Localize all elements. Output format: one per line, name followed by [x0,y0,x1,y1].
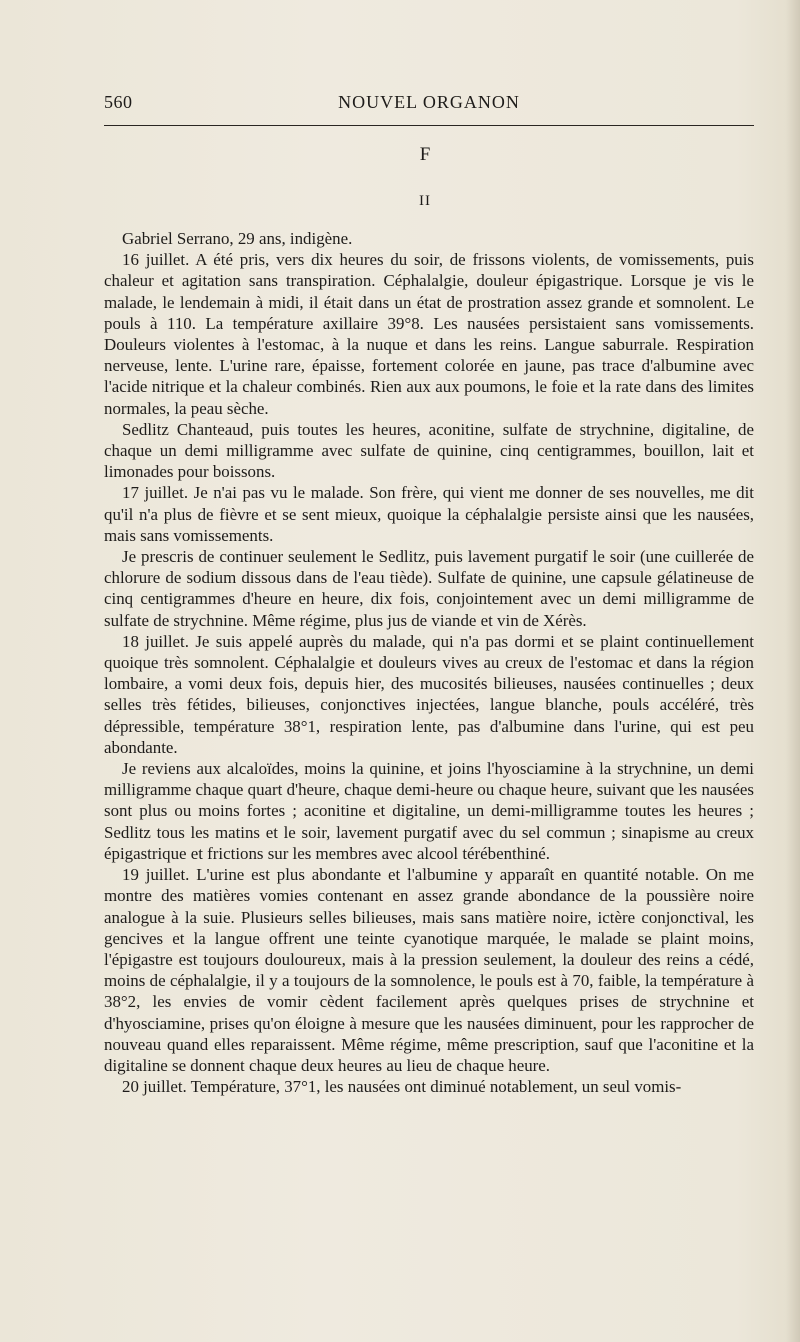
paragraph: 18 juillet. Je suis appelé auprès du malade, qui n'a pas dormi et se plaint continuellement quoique très somnolent. Céphalalgie et douleurs vives au creux de l'estomac et dans la région lombaire, a vomi deux fois, depuis hier, des mucosités bilieuses, nausées continuelles ; deux selles très fétides, bilieuses, conjonctives injectées, langue blanche, pouls accéléré, très dépressible, température 38°1, respiration lente, pas d'albumine dans l'urine, qui est peu abondante. [104,631,754,757]
paragraph: Sedlitz Chanteaud, puis toutes les heures, aconitine, sulfate de strychnine, digitaline, de chaque un demi milligramme avec sulfate de quinine, cinq centigrammes, bouillon, lait et limonades pour boissons. [104,419,754,482]
running-header [104,92,754,118]
page-number: 560 [104,92,133,112]
running-title: NOUVEL ORGANON [338,92,520,112]
header-rule [104,125,754,126]
section-letter: F [419,144,431,165]
paragraph: Je prescris de continuer seulement le Sedlitz, puis lavement purgatif le soir (une cuillerée de chlorure de sodium dissous dans de l'eau tiède). Sulfate de quinine, une capsule gélatineuse de cinq centigrammes d'heure en heure, dix fois, conjointement avec un demi milligramme de sulfate de strychnine. Même régime, plus jus de viande et vin de Xérès. [104,547,754,630]
paragraph: 20 juillet. Température, 37°1, les nausées ont diminué notablement, un seul vomis- [122,1077,682,1097]
section-roman-numeral: II [419,193,431,209]
paragraph: 19 juillet. L'urine est plus abondante et l'albumine y apparaît en quantité notable. On me montre des matières vomies contenant en assez grande abondance de la poussière noire analogue à la suie. Plusieurs selles bilieuses, mais sans matière noire, ictère conjonctival, les gencives et la langue offrent une teinte cyanotique marquée, le malade se plaint moins, l'épigastre est toujours douloureux, mais à la pression seulement, la douleur des reins a cédé, moins de céphalalgie, il y a toujours de la somnolence, le pouls est à 70, faible, la température à 38°2, les envies de vomir cèdent facilement après quelques prises de strychnine et d'hyosciamine, prises qu'on éloigne à mesure que les nausées diminuent, pour les rapprocher de nouveau quand elles reparaissent. Même régime, même prescription, sauf que l'aconitine et la digitaline se donnent chaque deux heures au lieu de chaque heure. [104,865,754,1075]
paragraph: 17 juillet. Je n'ai pas vu le malade. Son frère, qui vient me donner de ses nouvelles, me dit qu'il n'a plus de fièvre et se sent mieux, quoique la céphalalgie persiste ainsi que les nausées, mais sans vomissements. [104,483,754,545]
body-text [104,228,754,1097]
paragraph: 16 juillet. A été pris, vers dix heures du soir, de frissons violents, de vomissements, puis chaleur et agitation sans transpiration. Céphalalgie, douleur épigastrique. Lorsque je vis le malade, le lendemain à midi, il était dans un état de prostration assez grande et somnolent. Le pouls à 110. La température axillaire 39°8. Les nausées persistaient sans vomissements. Douleurs violentes à l'estomac, à la nuque et dans les reins. Langue saburrale. Respiration nerveuse, lente. L'urine rare, épaisse, fortement colorée en jaune, pas trace d'albumine avec l'acide nitrique et la chaleur combinés. Rien aux aux poumons, le foie et la rate dans des limites normales, la peau sèche. [104,250,754,418]
paragraph: Gabriel Serrano, 29 ans, indigène. [122,229,353,248]
paragraph: Je reviens aux alcaloïdes, moins la quinine, et joins l'hyosciamine à la strychnine, un demi milligramme chaque quart d'heure, chaque demi-heure ou chaque heure, suivant que les nausées sont plus ou moins fortes ; aconitine et digitaline, un demi-milligramme toutes les heures ; Sedlitz tous les matins et le soir, lavement purgatif avec du sel commun ; sinapisme au creux épigastrique et frictions sur les membres avec alcool térébenthiné. [104,759,754,863]
